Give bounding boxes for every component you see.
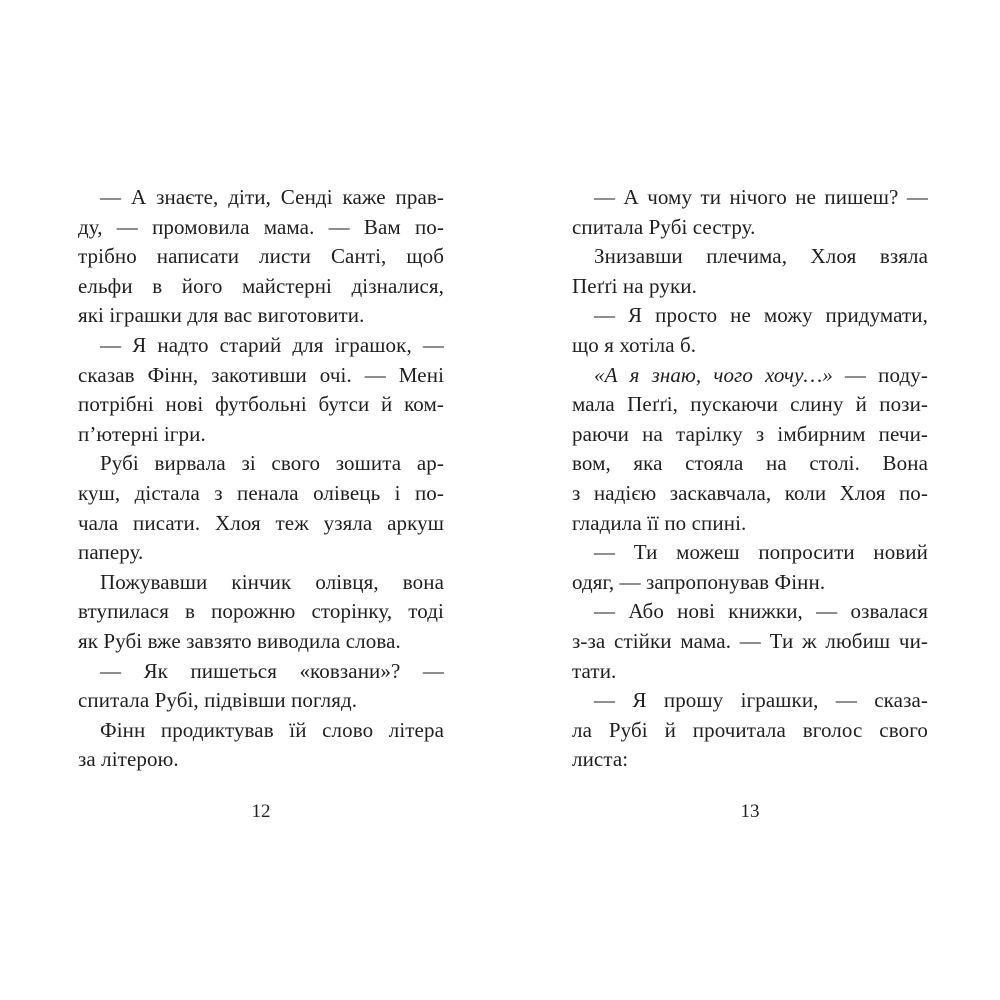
text-segment: раючи на тарілку з імбирним печи- <box>572 421 928 446</box>
text-line <box>572 479 928 509</box>
text-line <box>78 390 444 420</box>
text-segment: куш, дістала з пенала олівець і по- <box>78 480 444 505</box>
paragraph <box>572 361 928 539</box>
text-segment: — Або нові книжки, — озвалася <box>594 599 928 624</box>
text-line <box>78 361 444 391</box>
text-line <box>572 242 928 272</box>
text-segment: — Ти можеш попросити новий <box>594 540 928 565</box>
paragraph <box>572 242 928 301</box>
text-line <box>78 509 444 539</box>
text-segment: мала Пеґґі, пускаючи слину й пози- <box>572 392 928 417</box>
text-line <box>572 568 928 598</box>
text-segment: Пеґґі на руки. <box>572 273 697 298</box>
text-segment: п’ютерні ігри. <box>78 421 206 446</box>
text-line <box>78 745 444 775</box>
text-line <box>78 449 444 479</box>
text-segment: — поду- <box>832 362 928 387</box>
text-line <box>78 716 444 746</box>
text-line <box>78 272 444 302</box>
text-line <box>78 479 444 509</box>
text-line <box>572 390 928 420</box>
text-line <box>78 538 444 568</box>
paragraph <box>78 183 444 331</box>
text-line <box>572 361 928 391</box>
paragraph <box>572 686 928 775</box>
text-segment: ла Рубі й прочитала вголос свого <box>572 717 928 742</box>
paragraph <box>572 183 928 242</box>
text-line <box>572 627 928 657</box>
text-segment: гладила її по спині. <box>572 510 747 535</box>
text-line <box>572 509 928 539</box>
text-segment: — Я прошу іграшки, — сказа- <box>594 688 928 713</box>
text-line <box>572 420 928 450</box>
text-line <box>78 242 444 272</box>
text-line <box>572 538 928 568</box>
text-segment: як Рубі вже завзято виводила слова. <box>78 628 401 653</box>
text-segment: — А чому ти нічого не пишеш? — <box>594 185 928 209</box>
text-line <box>78 597 444 627</box>
paragraph <box>572 597 928 686</box>
text-line <box>572 657 928 687</box>
text-line <box>572 301 928 331</box>
page-number-left: 12 <box>251 801 271 822</box>
text-segment: — А знаєте, діти, Сенді каже прав- <box>100 185 444 209</box>
text-segment: сказав Фінн, закотивши очі. — Мені <box>78 362 444 387</box>
text-segment: тати. <box>572 658 617 683</box>
page-number-right: 13 <box>740 801 760 822</box>
paragraph <box>78 716 444 775</box>
text-segment: листа: <box>572 747 629 772</box>
text-line <box>572 183 928 213</box>
text-segment: Знизавши плечима, Хлоя взяла <box>594 244 928 269</box>
text-line <box>572 597 928 627</box>
text-line <box>572 213 928 243</box>
text-segment: спитала Рубі, підвівши погляд. <box>78 688 358 713</box>
page-left <box>78 183 444 863</box>
text-line <box>78 657 444 687</box>
text-line <box>572 716 928 746</box>
text-segment: втупилася в порожню сторінку, тоді <box>78 599 444 624</box>
text-line <box>572 686 928 716</box>
text-line <box>572 272 928 302</box>
text-segment: — Я надто старий для іграшок, — <box>100 332 444 357</box>
text-line <box>78 183 444 213</box>
text-segment: з надією заскавчала, коли Хлоя по- <box>572 480 928 505</box>
text-line <box>78 331 444 361</box>
text-block-right <box>572 183 928 775</box>
text-line <box>572 449 928 479</box>
text-segment: за літерою. <box>78 747 179 772</box>
text-segment: з-за стійки мама. — Ти ж любиш чи- <box>572 628 928 653</box>
italic-quote: «А я знаю, чого хочу…» <box>594 362 833 387</box>
text-line <box>572 745 928 775</box>
text-line <box>78 627 444 657</box>
text-segment: паперу. <box>78 540 144 565</box>
paragraph <box>572 538 928 597</box>
text-line <box>78 568 444 598</box>
text-line <box>78 686 444 716</box>
text-segment: Пожувавши кінчик олівця, вона <box>100 569 444 594</box>
text-segment: спитала Рубі сестру. <box>572 214 756 239</box>
paragraph <box>78 568 444 657</box>
paragraph <box>78 331 444 449</box>
paragraph <box>78 657 444 716</box>
text-segment: ельфи в його майстерні дізналися, <box>78 273 444 298</box>
text-segment: — Я просто не можу придумати, <box>594 303 928 328</box>
text-segment: ду, — промовила мама. — Вам по- <box>78 214 444 239</box>
text-segment: чала писати. Хлоя теж узяла аркуш <box>78 510 444 535</box>
text-line <box>78 420 444 450</box>
text-line <box>572 331 928 361</box>
text-segment: одяг, — запропонував Фінн. <box>572 569 826 594</box>
text-segment: — Як пишеться «ковзани»? — <box>100 658 444 683</box>
text-segment: що я хотіла б. <box>572 332 697 357</box>
text-segment: Фінн продиктував їй слово літера <box>100 717 444 742</box>
text-segment: вом, яка стояла на столі. Вона <box>572 451 928 476</box>
text-line <box>78 301 444 331</box>
text-segment: які іграшки для вас виготовити. <box>78 303 365 328</box>
text-line <box>78 213 444 243</box>
text-segment: Рубі вирвала зі свого зошита ар- <box>100 451 444 476</box>
paragraph <box>572 301 928 360</box>
text-block-left <box>78 183 444 775</box>
paragraph <box>78 449 444 567</box>
text-segment: потрібні нові футбольні бутси й ком- <box>78 392 444 417</box>
page-right <box>572 183 928 863</box>
text-segment: трібно написати листи Санті, щоб <box>78 244 444 269</box>
